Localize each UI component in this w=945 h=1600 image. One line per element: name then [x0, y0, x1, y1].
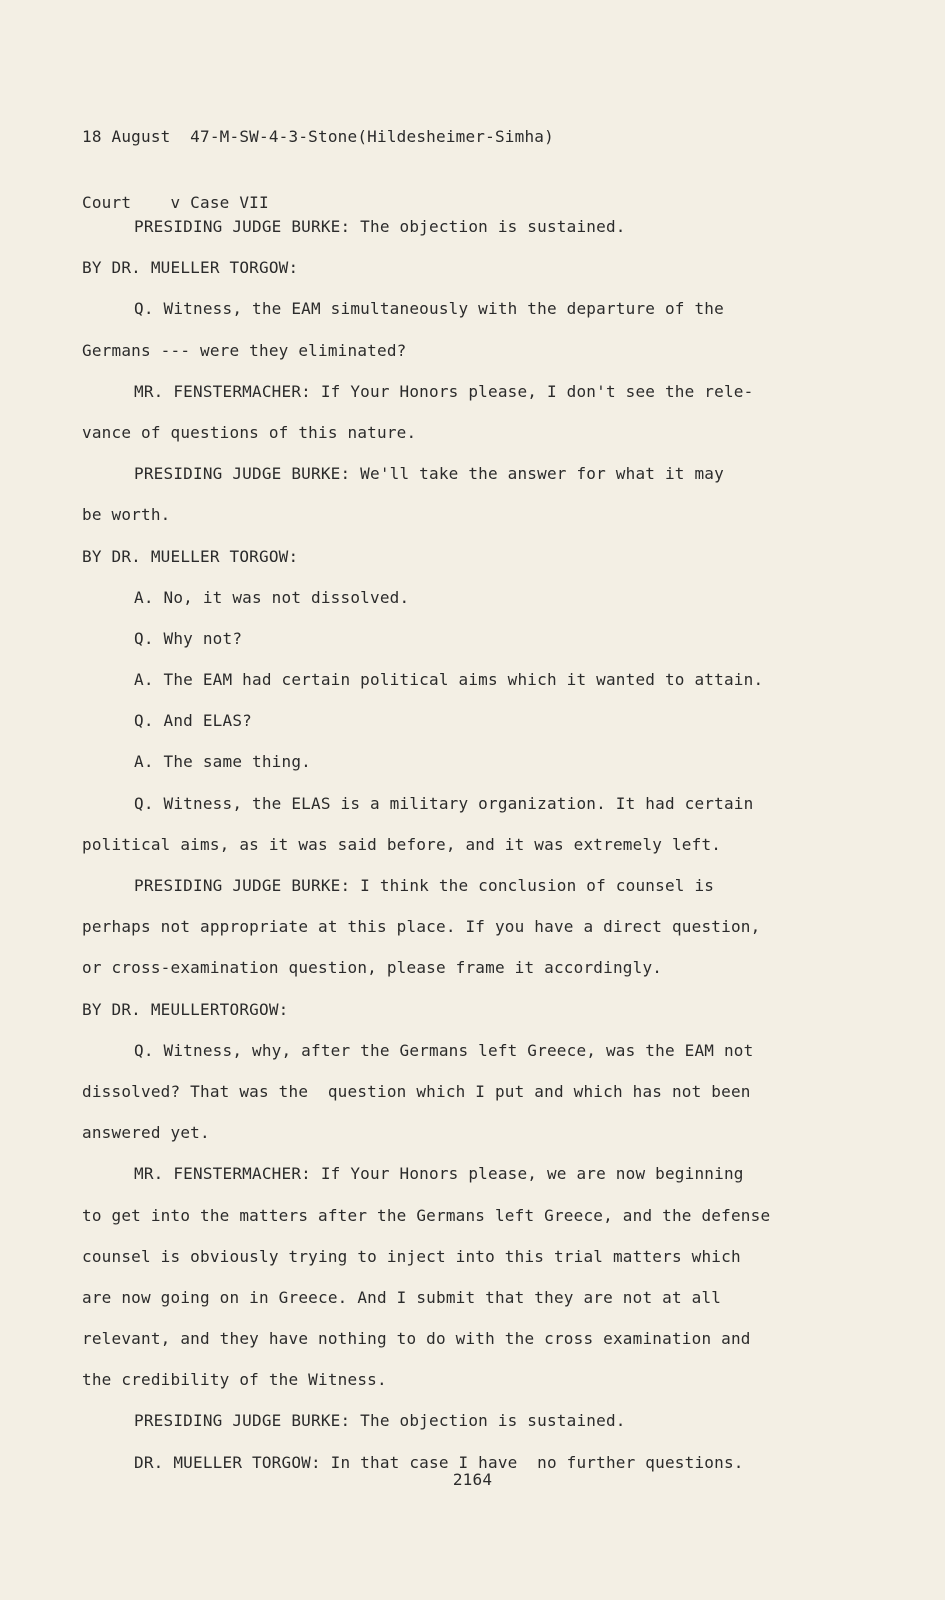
transcript-line: Germans --- were they eliminated? [82, 340, 407, 360]
transcript-line: dissolved? That was the question which I put and which has not been [82, 1081, 751, 1101]
transcript-line: political aims, as it was said before, and it was extremely left. [82, 834, 722, 854]
transcript-line: Q. And ELAS? [134, 711, 252, 731]
header-line-date-reference: 18 August 47-M-SW-4-3-Stone(Hildesheimer-Simha) [82, 127, 554, 146]
transcript-line: PRESIDING JUDGE BURKE: The objection is sustained. [134, 217, 626, 236]
transcript-line: PRESIDING JUDGE BURKE: We'll take the answer for what it may [134, 464, 724, 484]
transcript-line: BY DR. MUELLER TORGOW: [82, 546, 299, 566]
transcript-line: MR. FENSTERMACHER: If Your Honors please, we are now beginning [134, 1164, 744, 1184]
transcript-line: Q. Witness, the EAM simultaneously with the departure of the [134, 299, 724, 319]
transcript-line: Q. Witness, why, after the Germans left Greece, was the EAM not [134, 1040, 754, 1060]
page-number: 2164 [452, 1470, 493, 1489]
transcript-line: A. The EAM had certain political aims which it wanted to attain. [134, 670, 764, 690]
transcript-line: counsel is obviously trying to inject into this trial matters which [82, 1246, 741, 1266]
transcript-line: PRESIDING JUDGE BURKE: I think the conclusion of counsel is [134, 876, 715, 895]
transcript-line: perhaps not appropriate at this place. If you have a direct question, [82, 917, 761, 937]
header-line-court-case: Court v Case VII [82, 193, 269, 212]
transcript-line: BY DR. MUELLER TORGOW: [82, 258, 299, 278]
transcript-line: answered yet. [82, 1123, 210, 1143]
transcript-line: vance of questions of this nature. [82, 422, 417, 442]
transcript-line: Q. Why not? [134, 628, 243, 648]
transcript-line: BY DR. MEULLERTORGOW: [82, 999, 289, 1019]
transcript-line: to get into the matters after the Germans left Greece, and the defense [82, 1205, 771, 1225]
transcript-line: be worth. [82, 505, 171, 525]
transcript-line: A. The same thing. [134, 752, 311, 772]
transcript-line: are now going on in Greece. And I submit that they are not at all [82, 1287, 722, 1307]
transcript-line: A. No, it was not dissolved. [134, 587, 410, 607]
transcript-line: DR. MUELLER TORGOW: In that case I have no further questions. [134, 1452, 744, 1472]
transcript-line: relevant, and they have nothing to do with the cross examination and [82, 1329, 751, 1349]
transcript-line: Q. Witness, the ELAS is a military organization. It had certain [134, 793, 754, 813]
transcript-line: or cross-examination question, please frame it accordingly. [82, 958, 663, 978]
transcript-line: PRESIDING JUDGE BURKE: The objection is sustained. [134, 1411, 626, 1431]
transcript-line: the credibility of the Witness. [82, 1370, 387, 1390]
transcript-body [82, 206, 882, 1483]
transcript-line: MR. FENSTERMACHER: If Your Honors please, I don't see the rele- [134, 381, 754, 401]
